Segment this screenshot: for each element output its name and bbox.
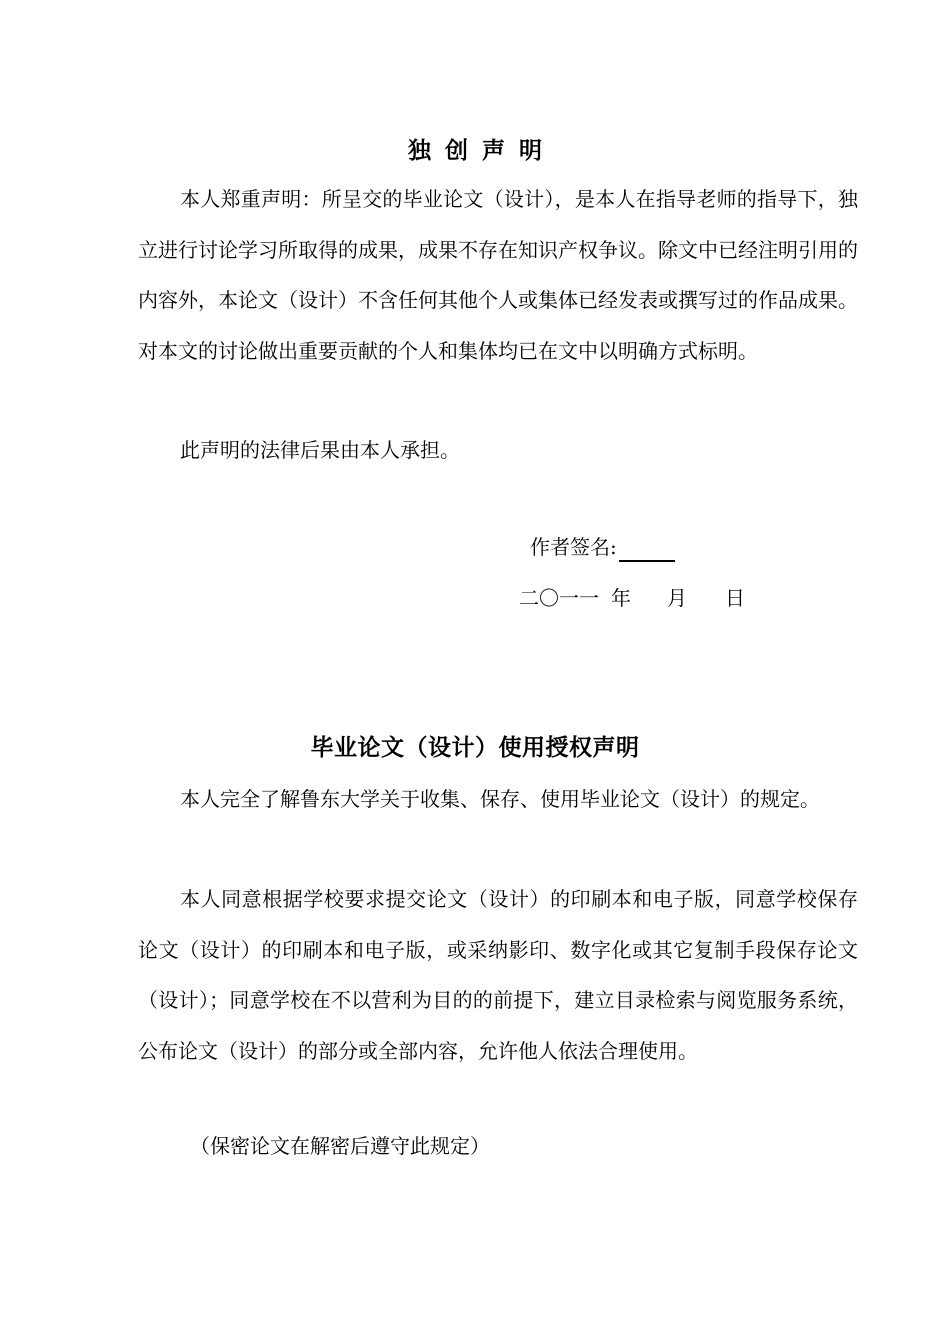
declaration-paragraph-1: 本人郑重声明：所呈交的毕业论文（设计），是本人在指导老师的指导下，独立进行讨论学习所取得的成果，成果不存在知识产权争议。除文中已经注明引用的内容外，本论文（设计）不含任何其他个人或集体已经发表或撰写过的作品成果。对本文的讨论做出重要贡献的个人和集体均已在文中以明确方式标明。 <box>138 187 858 363</box>
declaration-paragraph-2: 此声明的法律后果由本人承担。 <box>180 438 460 462</box>
authorization-paragraph-1: 本人完全了解鲁东大学关于收集、保存、使用毕业论文（设计）的规定。 <box>180 787 820 811</box>
date-year: 二〇一一 <box>519 586 599 610</box>
declaration-title: 独创声明 <box>408 138 556 164</box>
signature-block <box>530 532 675 562</box>
date-day-unit: 日 <box>725 586 745 610</box>
signature-label: 作者签名: <box>530 535 617 559</box>
date-block <box>519 583 745 613</box>
authorization-paragraph-2: 本人同意根据学校要求提交论文（设计）的印刷本和电子版，同意学校保存论文（设计）的印刷本和电子版，或采纳影印、数字化或其它复制手段保存论文（设计）；同意学校在不以营利为目的的前提下，建立目录检索与阅览服务系统，公布论文（设计）的部分或全部内容，允许他人依法合理使用。 <box>138 887 858 1063</box>
authorization-title: 毕业论文（设计）使用授权声明 <box>310 735 640 761</box>
date-year-unit: 年 <box>611 586 631 610</box>
date-month-unit: 月 <box>667 586 687 610</box>
authorization-note: （保密论文在解密后遵守此规定） <box>190 1134 490 1158</box>
signature-line <box>619 538 675 562</box>
